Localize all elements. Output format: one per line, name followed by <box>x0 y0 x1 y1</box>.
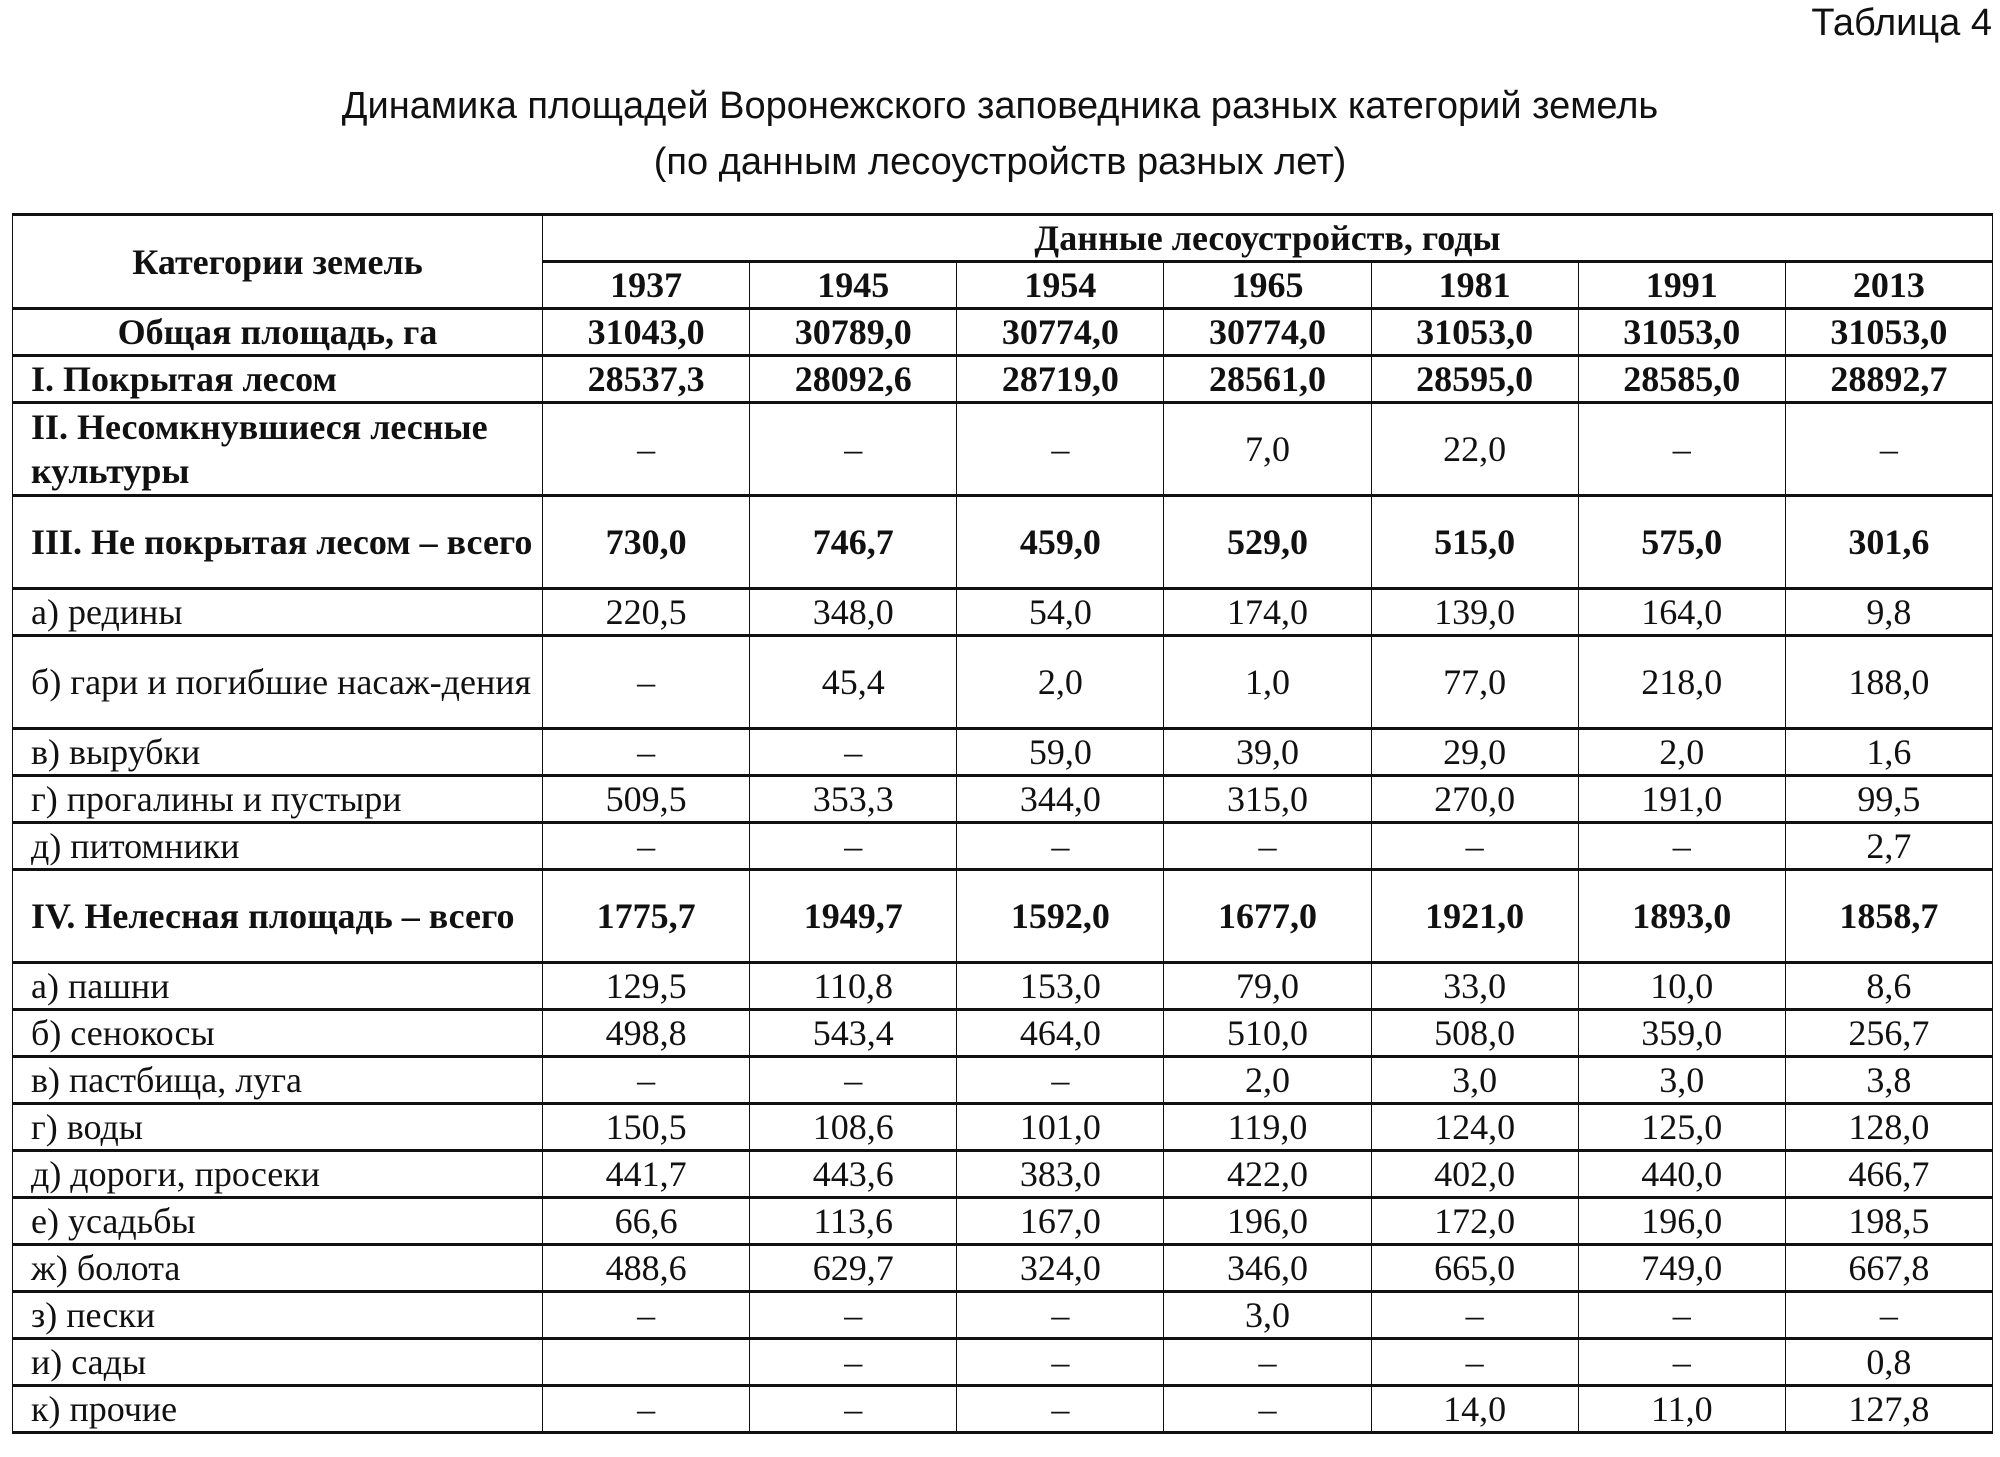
cell-value: 510,0 <box>1164 1010 1371 1057</box>
row-label: и) сады <box>13 1339 543 1386</box>
cell-value: 188,0 <box>1785 636 1992 729</box>
cell-value: 256,7 <box>1785 1010 1992 1057</box>
cell-value: 174,0 <box>1164 589 1371 636</box>
cell-value: 28892,7 <box>1785 356 1992 403</box>
cell-value: – <box>750 1386 957 1433</box>
year-header: 1945 <box>750 262 957 309</box>
cell-value: 315,0 <box>1164 776 1371 823</box>
cell-value: 0,8 <box>1785 1339 1992 1386</box>
cell-value: 1858,7 <box>1785 870 1992 963</box>
cell-value: 464,0 <box>957 1010 1164 1057</box>
cell-value: – <box>750 729 957 776</box>
cell-value: 301,6 <box>1785 496 1992 589</box>
cell-value: 172,0 <box>1371 1198 1578 1245</box>
row-label: а) пашни <box>13 963 543 1010</box>
cell-value: 2,0 <box>1578 729 1785 776</box>
cell-value: 1775,7 <box>543 870 750 963</box>
cell-value: 348,0 <box>750 589 957 636</box>
cell-value: 125,0 <box>1578 1104 1785 1151</box>
header-group: Данные лесоустройств, годы <box>543 215 1993 262</box>
cell-value: – <box>750 823 957 870</box>
cell-value: 59,0 <box>957 729 1164 776</box>
table-row <box>13 870 1993 963</box>
cell-value: – <box>1164 1339 1371 1386</box>
cell-value: 440,0 <box>1578 1151 1785 1198</box>
table-row <box>13 1292 1993 1339</box>
cell-value: 8,6 <box>1785 963 1992 1010</box>
cell-value: 746,7 <box>750 496 957 589</box>
cell-value: 383,0 <box>957 1151 1164 1198</box>
cell-value: 31053,0 <box>1785 309 1992 356</box>
table-row <box>13 1386 1993 1433</box>
cell-value: 196,0 <box>1578 1198 1785 1245</box>
row-label: II. Несомкнувшиеся лесные культуры <box>13 403 543 496</box>
cell-value: 2,0 <box>957 636 1164 729</box>
cell-value: 509,5 <box>543 776 750 823</box>
cell-value: 29,0 <box>1371 729 1578 776</box>
cell-value: 730,0 <box>543 496 750 589</box>
cell-value: 28561,0 <box>1164 356 1371 403</box>
cell-value: 1592,0 <box>957 870 1164 963</box>
cell-value: – <box>1578 403 1785 496</box>
table-row <box>13 1339 1993 1386</box>
cell-value: – <box>1578 1339 1785 1386</box>
cell-value: 344,0 <box>957 776 1164 823</box>
row-label: г) прогалины и пустыри <box>13 776 543 823</box>
cell-value: 79,0 <box>1164 963 1371 1010</box>
cell-value: 10,0 <box>1578 963 1785 1010</box>
table-row <box>13 496 1993 589</box>
row-label: б) сенокосы <box>13 1010 543 1057</box>
cell-value: 359,0 <box>1578 1010 1785 1057</box>
row-label: I. Покрытая лесом <box>13 356 543 403</box>
cell-value: 402,0 <box>1371 1151 1578 1198</box>
cell-value: – <box>957 1386 1164 1433</box>
cell-value: – <box>957 1339 1164 1386</box>
cell-value: 7,0 <box>1164 403 1371 496</box>
cell-value: 1921,0 <box>1371 870 1578 963</box>
cell-value: 575,0 <box>1578 496 1785 589</box>
row-label: а) редины <box>13 589 543 636</box>
cell-value: 324,0 <box>957 1245 1164 1292</box>
cell-value: 1893,0 <box>1578 870 1785 963</box>
cell-value: 443,6 <box>750 1151 957 1198</box>
cell-value: 128,0 <box>1785 1104 1992 1151</box>
cell-value: 543,4 <box>750 1010 957 1057</box>
year-header: 1937 <box>543 262 750 309</box>
cell-value: 665,0 <box>1371 1245 1578 1292</box>
cell-value: – <box>1785 1292 1992 1339</box>
table-row <box>13 963 1993 1010</box>
cell-value: 529,0 <box>1164 496 1371 589</box>
row-label: г) воды <box>13 1104 543 1151</box>
row-label: III. Не покрытая лесом – всего <box>13 496 543 589</box>
cell-value: 2,0 <box>1164 1057 1371 1104</box>
cell-value: 124,0 <box>1371 1104 1578 1151</box>
cell-value: 54,0 <box>957 589 1164 636</box>
cell-value: 1949,7 <box>750 870 957 963</box>
cell-value: – <box>1164 1386 1371 1433</box>
cell-value: 1,6 <box>1785 729 1992 776</box>
cell-value: 101,0 <box>957 1104 1164 1151</box>
table-row <box>13 1104 1993 1151</box>
cell-value: 113,6 <box>750 1198 957 1245</box>
year-header: 1965 <box>1164 262 1371 309</box>
cell-value: 45,4 <box>750 636 957 729</box>
cell-value: 466,7 <box>1785 1151 1992 1198</box>
cell-value: – <box>1785 403 1992 496</box>
cell-value: – <box>957 1292 1164 1339</box>
cell-value: 515,0 <box>1371 496 1578 589</box>
cell-value: 11,0 <box>1578 1386 1785 1433</box>
cell-value: 30774,0 <box>1164 309 1371 356</box>
table-row <box>13 823 1993 870</box>
cell-value: 9,8 <box>1785 589 1992 636</box>
cell-value: – <box>1371 1339 1578 1386</box>
row-label: Общая площадь, га <box>13 309 543 356</box>
cell-value: 629,7 <box>750 1245 957 1292</box>
cell-value: – <box>957 823 1164 870</box>
cell-value: 2,7 <box>1785 823 1992 870</box>
table-row <box>13 1010 1993 1057</box>
row-label: е) усадьбы <box>13 1198 543 1245</box>
table-row <box>13 1198 1993 1245</box>
year-header: 2013 <box>1785 262 1992 309</box>
cell-value: 220,5 <box>543 589 750 636</box>
cell-value: – <box>750 403 957 496</box>
cell-value: 196,0 <box>1164 1198 1371 1245</box>
cell-value: 459,0 <box>957 496 1164 589</box>
cell-value: 28585,0 <box>1578 356 1785 403</box>
cell-value: – <box>543 1292 750 1339</box>
cell-value: 508,0 <box>1371 1010 1578 1057</box>
cell-value: – <box>750 1057 957 1104</box>
row-label: в) вырубки <box>13 729 543 776</box>
cell-value: – <box>957 403 1164 496</box>
cell-value: 353,3 <box>750 776 957 823</box>
table-row <box>13 356 1993 403</box>
cell-value: 198,5 <box>1785 1198 1992 1245</box>
cell-value: 28595,0 <box>1371 356 1578 403</box>
cell-value: 14,0 <box>1371 1386 1578 1433</box>
cell-value: – <box>543 729 750 776</box>
header-category: Категории земель <box>13 215 543 309</box>
cell-value: 30789,0 <box>750 309 957 356</box>
cell-value: – <box>1371 823 1578 870</box>
cell-value: 441,7 <box>543 1151 750 1198</box>
year-header: 1981 <box>1371 262 1578 309</box>
cell-value: 270,0 <box>1371 776 1578 823</box>
cell-value: – <box>750 1292 957 1339</box>
cell-value: – <box>1164 823 1371 870</box>
cell-value: 153,0 <box>957 963 1164 1010</box>
cell-value: 77,0 <box>1371 636 1578 729</box>
cell-value: 218,0 <box>1578 636 1785 729</box>
cell-value: – <box>543 1057 750 1104</box>
cell-value: 119,0 <box>1164 1104 1371 1151</box>
table-number: Таблица 4 <box>1811 2 1992 44</box>
cell-value: 99,5 <box>1785 776 1992 823</box>
table-subtitle: (по данным лесоустройств разных лет) <box>653 141 1347 183</box>
cell-value: 3,8 <box>1785 1057 1992 1104</box>
table-row <box>13 1057 1993 1104</box>
row-label: в) пастбища, луга <box>13 1057 543 1104</box>
table-row <box>13 729 1993 776</box>
cell-value: 3,0 <box>1371 1057 1578 1104</box>
cell-value: 28719,0 <box>957 356 1164 403</box>
cell-value: 3,0 <box>1164 1292 1371 1339</box>
row-label: IV. Нелесная площадь – всего <box>13 870 543 963</box>
table-row <box>13 1151 1993 1198</box>
cell-value: 33,0 <box>1371 963 1578 1010</box>
year-header: 1954 <box>957 262 1164 309</box>
cell-value: 488,6 <box>543 1245 750 1292</box>
cell-value: – <box>543 636 750 729</box>
cell-value: 66,6 <box>543 1198 750 1245</box>
cell-value: 3,0 <box>1578 1057 1785 1104</box>
cell-value: 30774,0 <box>957 309 1164 356</box>
cell-value: 749,0 <box>1578 1245 1785 1292</box>
row-label: к) прочие <box>13 1386 543 1433</box>
cell-value: – <box>543 823 750 870</box>
land-categories-table <box>12 213 1993 1434</box>
cell-value: 422,0 <box>1164 1151 1371 1198</box>
cell-value: 164,0 <box>1578 589 1785 636</box>
row-label: з) пески <box>13 1292 543 1339</box>
row-label: д) дороги, просеки <box>13 1151 543 1198</box>
cell-value: 31053,0 <box>1578 309 1785 356</box>
cell-value: – <box>1578 1292 1785 1339</box>
cell-value: 108,6 <box>750 1104 957 1151</box>
cell-value: 22,0 <box>1371 403 1578 496</box>
year-header: 1991 <box>1578 262 1785 309</box>
cell-value: – <box>1371 1292 1578 1339</box>
cell-value: 28092,6 <box>750 356 957 403</box>
cell-value: – <box>750 1339 957 1386</box>
table-row <box>13 1245 1993 1292</box>
cell-value: 129,5 <box>543 963 750 1010</box>
row-label: б) гари и погибшие насаж-дения <box>13 636 543 729</box>
cell-value: 31053,0 <box>1371 309 1578 356</box>
cell-value: 28537,3 <box>543 356 750 403</box>
table-body <box>13 309 1993 1433</box>
cell-value: – <box>543 1386 750 1433</box>
cell-value: 1,0 <box>1164 636 1371 729</box>
cell-value: 1677,0 <box>1164 870 1371 963</box>
table-row <box>13 636 1993 729</box>
cell-value <box>543 1339 750 1386</box>
cell-value: 667,8 <box>1785 1245 1992 1292</box>
row-label: д) питомники <box>13 823 543 870</box>
table-row <box>13 309 1993 356</box>
cell-value: 498,8 <box>543 1010 750 1057</box>
table-row <box>13 403 1993 496</box>
cell-value: – <box>957 1057 1164 1104</box>
cell-value: – <box>1578 823 1785 870</box>
cell-value: 191,0 <box>1578 776 1785 823</box>
cell-value: 127,8 <box>1785 1386 1992 1433</box>
row-label: ж) болота <box>13 1245 543 1292</box>
cell-value: 167,0 <box>957 1198 1164 1245</box>
table-title: Динамика площадей Воронежского заповедника разных категорий земель <box>341 85 1659 127</box>
cell-value: 150,5 <box>543 1104 750 1151</box>
table-row <box>13 589 1993 636</box>
cell-value: – <box>543 403 750 496</box>
table-row <box>13 776 1993 823</box>
cell-value: 31043,0 <box>543 309 750 356</box>
cell-value: 39,0 <box>1164 729 1371 776</box>
cell-value: 110,8 <box>750 963 957 1010</box>
cell-value: 139,0 <box>1371 589 1578 636</box>
cell-value: 346,0 <box>1164 1245 1371 1292</box>
